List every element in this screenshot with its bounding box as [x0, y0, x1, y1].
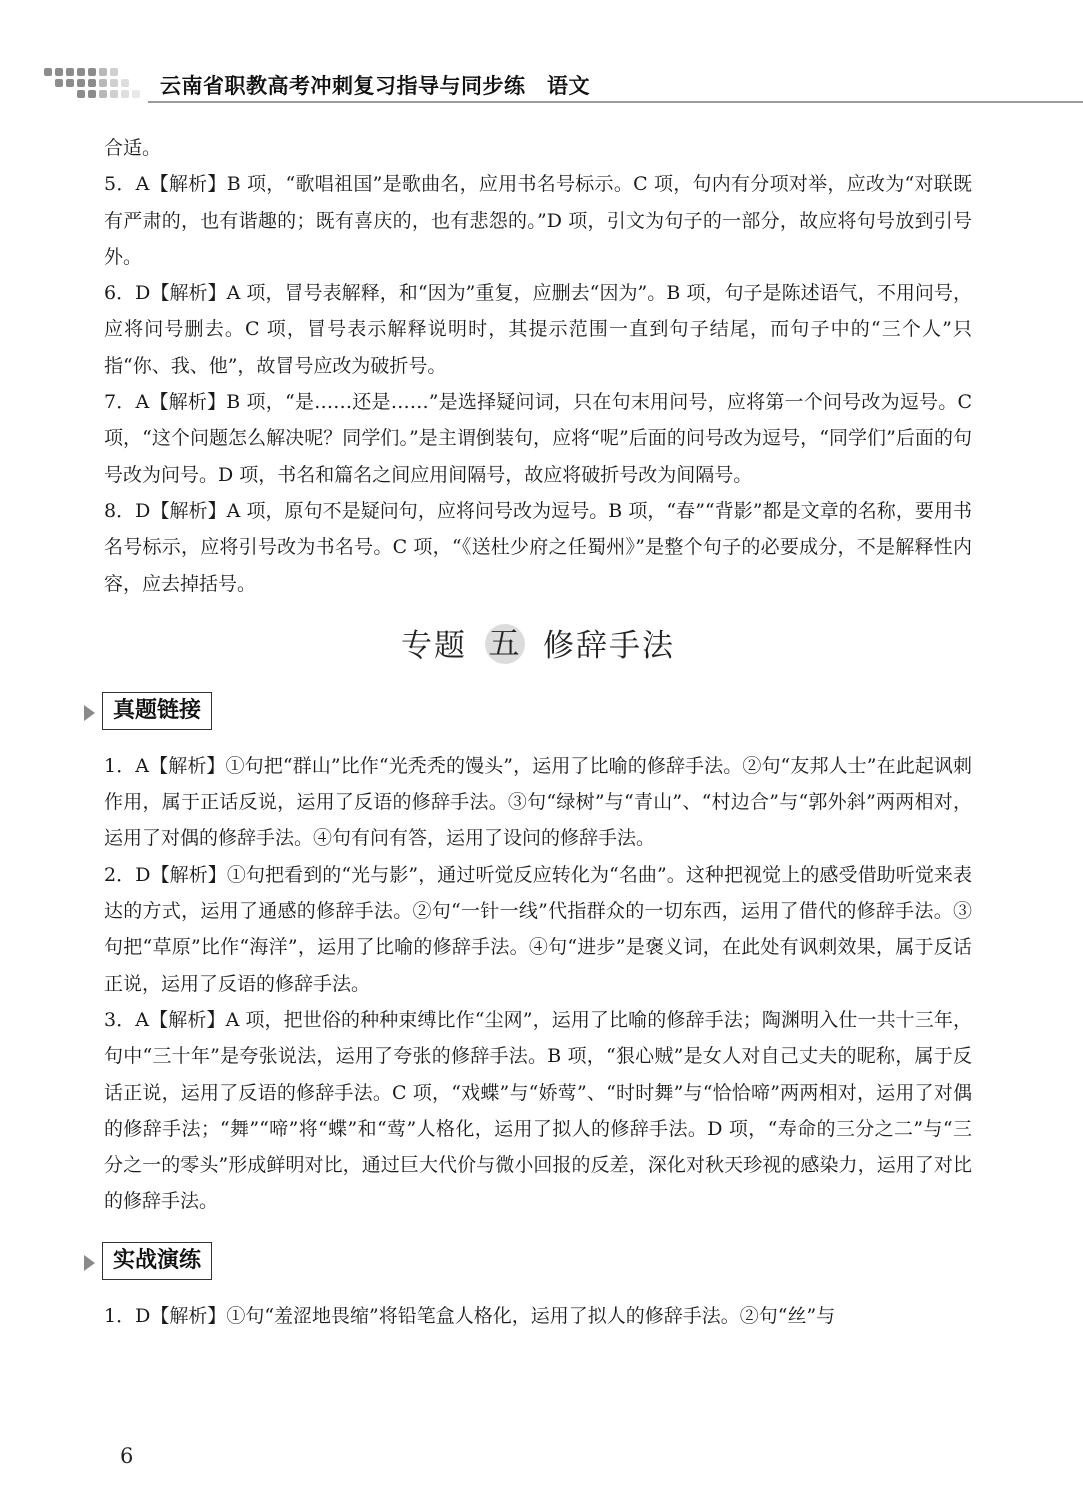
triangle-arrow-icon: [84, 705, 95, 721]
subsection-label: 真题链接: [102, 692, 212, 730]
paragraph: 合适。: [104, 137, 162, 159]
page-content: [104, 130, 972, 1334]
book-title: 云南省职教高考冲刺复习指导与同步练 语文: [160, 73, 590, 98]
paragraph: 2．D【解析】①句把看到的“光与影”，通过听觉反应转化为“名曲”。这种把视觉上的感受借助听觉来表达的方式，运用了通感的修辞手法。②句“一针一线”代指群众的一切东西，运用了借代的修辞手法。③句把“草原”比作“海洋”，运用了比喻的修辞手法。④句“进步”是褒义词，在此处有讽刺效果，属于反话正说，运用了反语的修辞手法。: [104, 863, 972, 995]
paragraph: 7．A【解析】B 项，“是……还是……”是选择疑问词，只在句末用问号，应将第一个问号改为逗号。C 项，“这个问题怎么解决呢？同学们。”是主谓倒装句，应将“呢”后面的问号改为逗号，“同学们”后面的句号改为问号。D 项，书名和篇名之间应用间隔号，故应将破折号改为间隔号。: [104, 391, 972, 486]
paragraph: 1．D【解析】①句“羞涩地畏缩”将铅笔盒人格化，运用了拟人的修辞手法。②句“丝”与: [104, 1304, 836, 1327]
section-title: [104, 622, 972, 670]
page-header: [0, 0, 1083, 110]
section-name: 修辞手法: [543, 627, 675, 664]
paragraph: 6．D【解析】A 项，冒号表解释，和“因为”重复，应删去“因为”。B 项，句子是陈述语气，不用问号，应将问号删去。C 项，冒号表示解释说明时，其提示范围一直到句子结尾，而句子中的“三个人”只指“你、我、他”，故冒号应改为破折号。: [104, 282, 972, 377]
page-number: 6: [120, 1444, 134, 1468]
paragraph: 8．D【解析】A 项，原句不是疑问句，应将问号改为逗号。B 项，“春”“背影”都是文章的名称，要用书名号标示，应将引号改为书名号。C 项，“《送杜少府之任蜀州》”是整个句子的必要成分，不是解释性内容，应去掉括号。: [104, 499, 972, 595]
section-number-badge: 五: [485, 624, 525, 664]
paragraph: 1．A【解析】①句把“群山”比作“光秃秃的馒头”，运用了比喻的修辞手法。②句“友邦人士”在此起讽刺作用，属于正话反说，运用了反语的修辞手法。③句“绿树”与“青山”、“村边合”与“郭外斜”两两相对，运用了对偶的修辞手法。④句有问有答，运用了设问的修辞手法。: [104, 754, 972, 850]
subsection-heading-practice: [84, 1242, 972, 1284]
header-rule: [148, 101, 1083, 103]
paragraph: 3．A【解析】A 项，把世俗的种种束缚比作“尘网”，运用了比喻的修辞手法；陶渊明入仕一共十三年，句中“三十年”是夸张说法，运用了夸张的修辞手法。B 项，“狠心贼”是女人对自己丈夫的昵称，属于反话正说，运用了反语的修辞手法。C 项，“戏蝶”与“娇莺”、“时时舞”与“恰恰啼”两两相对，运用了对偶的修辞手法；“舞”“啼”将“蝶”和“莺”人格化，运用了拟人的修辞手法。D 项，“寿命的三分之二”与“三分之一的零头”形成鲜明对比，通过巨大代价与微小回报的反差，深化对秋天珍视的感染力，运用了对比的修辞手法。: [104, 1008, 972, 1213]
triangle-arrow-icon: [84, 1255, 95, 1271]
subsection-heading-real-exam: [84, 692, 972, 734]
section-prefix: 专题: [401, 627, 467, 664]
subsection-label: 实战演练: [102, 1242, 212, 1280]
paragraph: 5．A【解析】B 项，“歌唱祖国”是歌曲名，应用书名号标示。C 项，句内有分项对举，应改为“对联既有严肃的，也有谐趣的；既有喜庆的，也有悲怨的。”D 项，引文为句子的一部分，故应将句号放到引号外。: [104, 173, 972, 268]
